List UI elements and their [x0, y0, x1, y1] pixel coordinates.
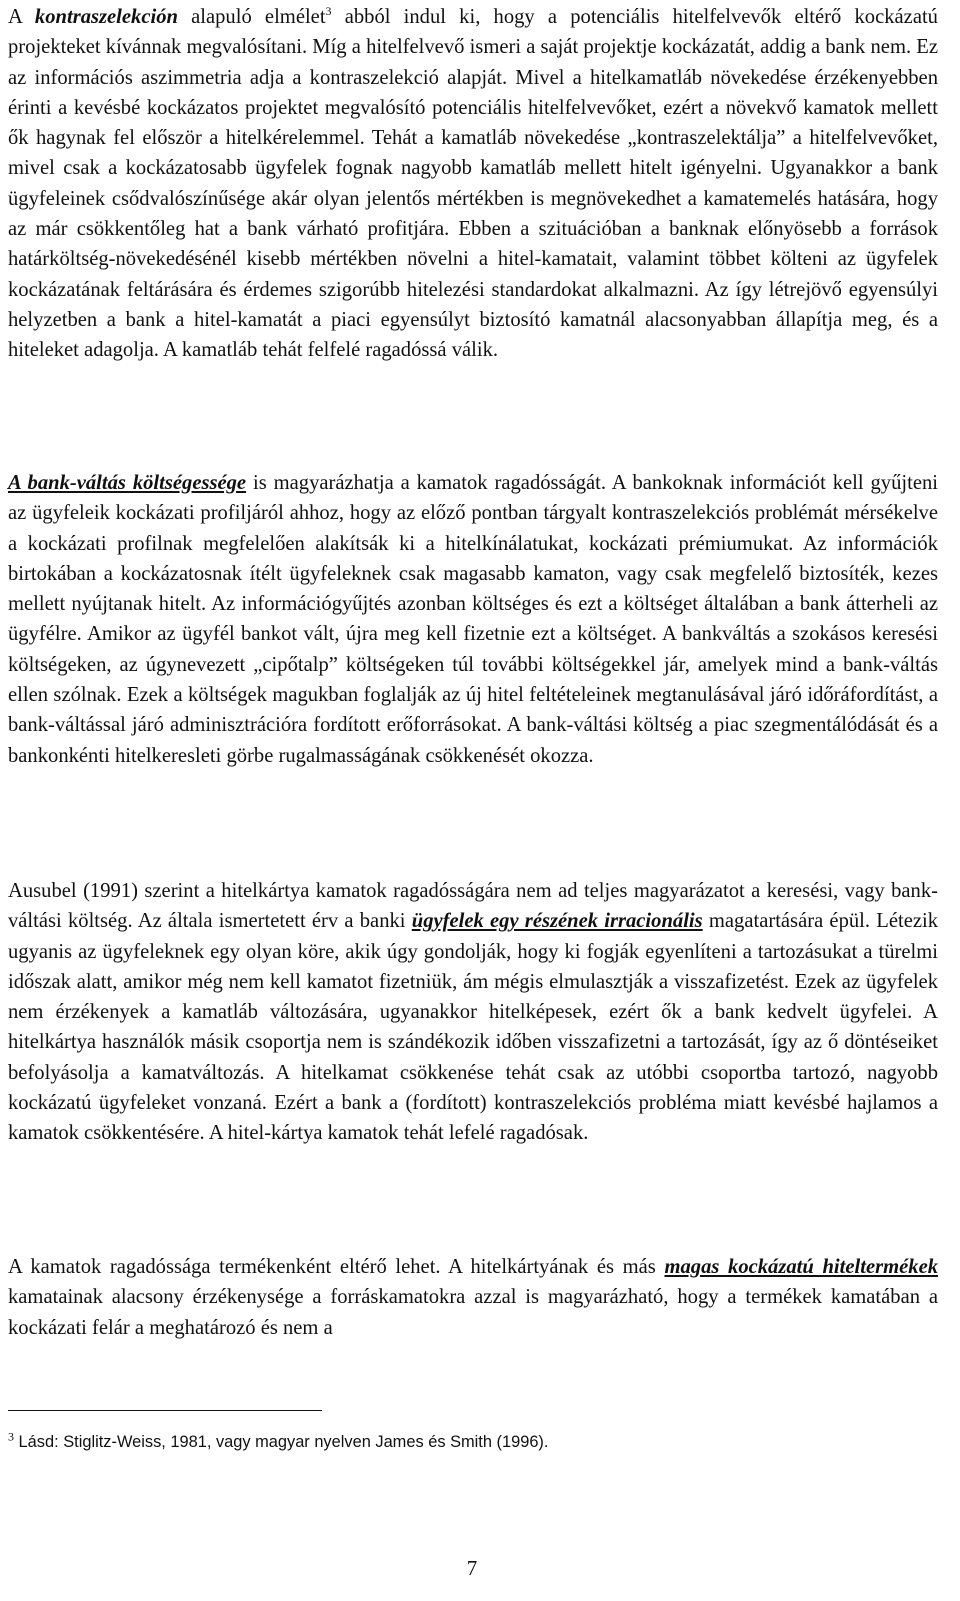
key-term: A bank-váltás költségessége [8, 472, 247, 494]
paragraph-ausubel [8, 876, 938, 1149]
text-run: A kamatok ragadóssága termékenként eltérő lehet. A hitelkártyának és más [8, 1256, 665, 1278]
footnote-ref[interactable]: 3 [325, 4, 332, 19]
paragraph-termekek [8, 1252, 938, 1343]
text-run: magatartására épül. Létezik ugyanis az ügyfeleknek egy olyan köre, akik úgy gondolják, hogy ki fogják egyenlíteni a tartozásukat a türelmi időszak alatt, amikor még nem kell kamatot fizetniük, ám mégis elmulasztják a visszafizetést. Ezek az ügyfelek nem érzékenyek a kamatláb változására, ugyanakkor hitelképesek, ezért ők a bank kedvelt ügyfelei. A hitelkártya használók másik csoportja nem is szándékozik időben visszafizetni a tartozását, így az ő döntéseiket befolyásolja a kamatváltozás. A hitelkamat csökkenése tehát csak az utóbbi csoportba tartozó, nagyobb kockázatú ügyfeleket vonzaná. Ezért a bank a (fordított) kontraszelekciós probléma miatt kevésbé hajlamos a kamatok csökkentésére. A hitel-kártya kamatok tehát lefelé ragadósak. [8, 910, 938, 1145]
text-run: kamatainak alacsony érzékenysége a forráskamatokra azzal is magyarázható, hogy a termékek kamatában a kockázati felár a meghatározó és nem a [8, 1286, 938, 1339]
paragraph-bank-valtas [8, 468, 938, 771]
footnote-separator [8, 1410, 322, 1411]
text-run: A [8, 6, 35, 28]
key-term: kontraszelekción [34, 6, 178, 28]
key-term: magas kockázatú hiteltermékek [664, 1256, 939, 1278]
key-term: ügyfelek egy részének irracionális [411, 910, 703, 933]
page-number: 7 [466, 1556, 478, 1580]
text-run: is magyarázhatja a kamatok ragadósságát. A bankoknak információt kell gyűjteni az ügyfeleik kockázati profiljáról ahhoz, hogy az előző pontban tárgyalt kontraszelekciós problémát mérsékelve a kockázati profilnak megfelelően alakítsák ki a hitelkínálatukat, kockázati prémiumukat. Az információk birtokában a kockázatosnak ítélt ügyfeleknek csak magasabb kamaton, vagy csak megfelelő biztosíték, kezes mellett nyújtanak hitelt. Az információgyűjtés azonban költséges és ezt a költséget általában a bank átterheli az ügyfélre. Amikor az ügyfél bankot vált, újra meg kell fizetnie ezt a költséget. A bankváltás a szokásos keresési költségeken, az úgynevezett „cipőtalp” költségeken túl további költségekkel jár, amelyek mind a bank-váltás ellen szólnak. Ezek a költségek magukban foglalják az új hitel feltételeinek megtanulásával járó időráfordítást, a bank-váltással járó adminisztrációra fordított erőforrásokat. A bank-váltási költség a piac szegmentálódását és a bankonkénti hitelkeresleti görbe rugalmasságának csökkenését okozza. [8, 472, 939, 767]
paragraph-kontraszelekcio [8, 2, 938, 366]
text-run: abból indul ki, hogy a potenciális hitelfelvevők eltérő kockázatú projekteket kívánnak megvalósítani. Míg a hitelfelvevő ismeri a saját projektje kockázatát, addig a bank nem. Ez az információs aszimmetria adja a kontraszelekció alapját. Mivel a hitelkamatláb növekedése érzékenyebben érinti a kevésbé kockázatos projektet megvalósító potenciális hitelfelvevőket, ezért a növekvő kamatok mellett ők hagynak fel először a hitelkérelemmel. Tehát a kamatláb növekedése „kontraszelektálja” a hitelfelvevőket, mivel csak a kockázatosabb ügyfelek fognak nagyobb kamatláb mellett hitelt igényelni. Ugyanakkor a bank ügyfeleinek csődvalószínűsége akár olyan jelentős mértékben is megnövekedhet a kamatemelés hatására, hogy az már csökkentőleg hat a bank várható profitjára. Ebben a szituációban a banknak előnyösebb a források határköltség-növekedésénél kisebb mértékben növelni a hitel-kamatait, valamint többet költeni az ügyfelek kockázatának feltárására és érdemes szigorúbb hitelezési standardokat alkalmazni. Az így létrejövő egyensúlyi helyzetben a bank a hitel-kamatát a piaci egyensúlyt biztosító kamatnál alacsonyabban állapítja meg, és a hiteleket adagolja. A kamatláb tehát felfelé ragadóssá válik. [8, 6, 938, 362]
footnote [8, 1431, 938, 1453]
text-run: alapuló elmélet [177, 6, 326, 28]
footnote-number: 3 [8, 1429, 14, 1444]
text-run: Ausubel (1991) szerint a hitelkártya kamatok ragadósságára nem ad teljes magyarázatot a keresési, vagy bank-váltási költség. Az általa ismertetett érv a banki [8, 880, 938, 933]
footnote-text: Lásd: Stiglitz-Weiss, 1981, vagy magyar nyelven James és Smith (1996). [14, 1433, 549, 1451]
